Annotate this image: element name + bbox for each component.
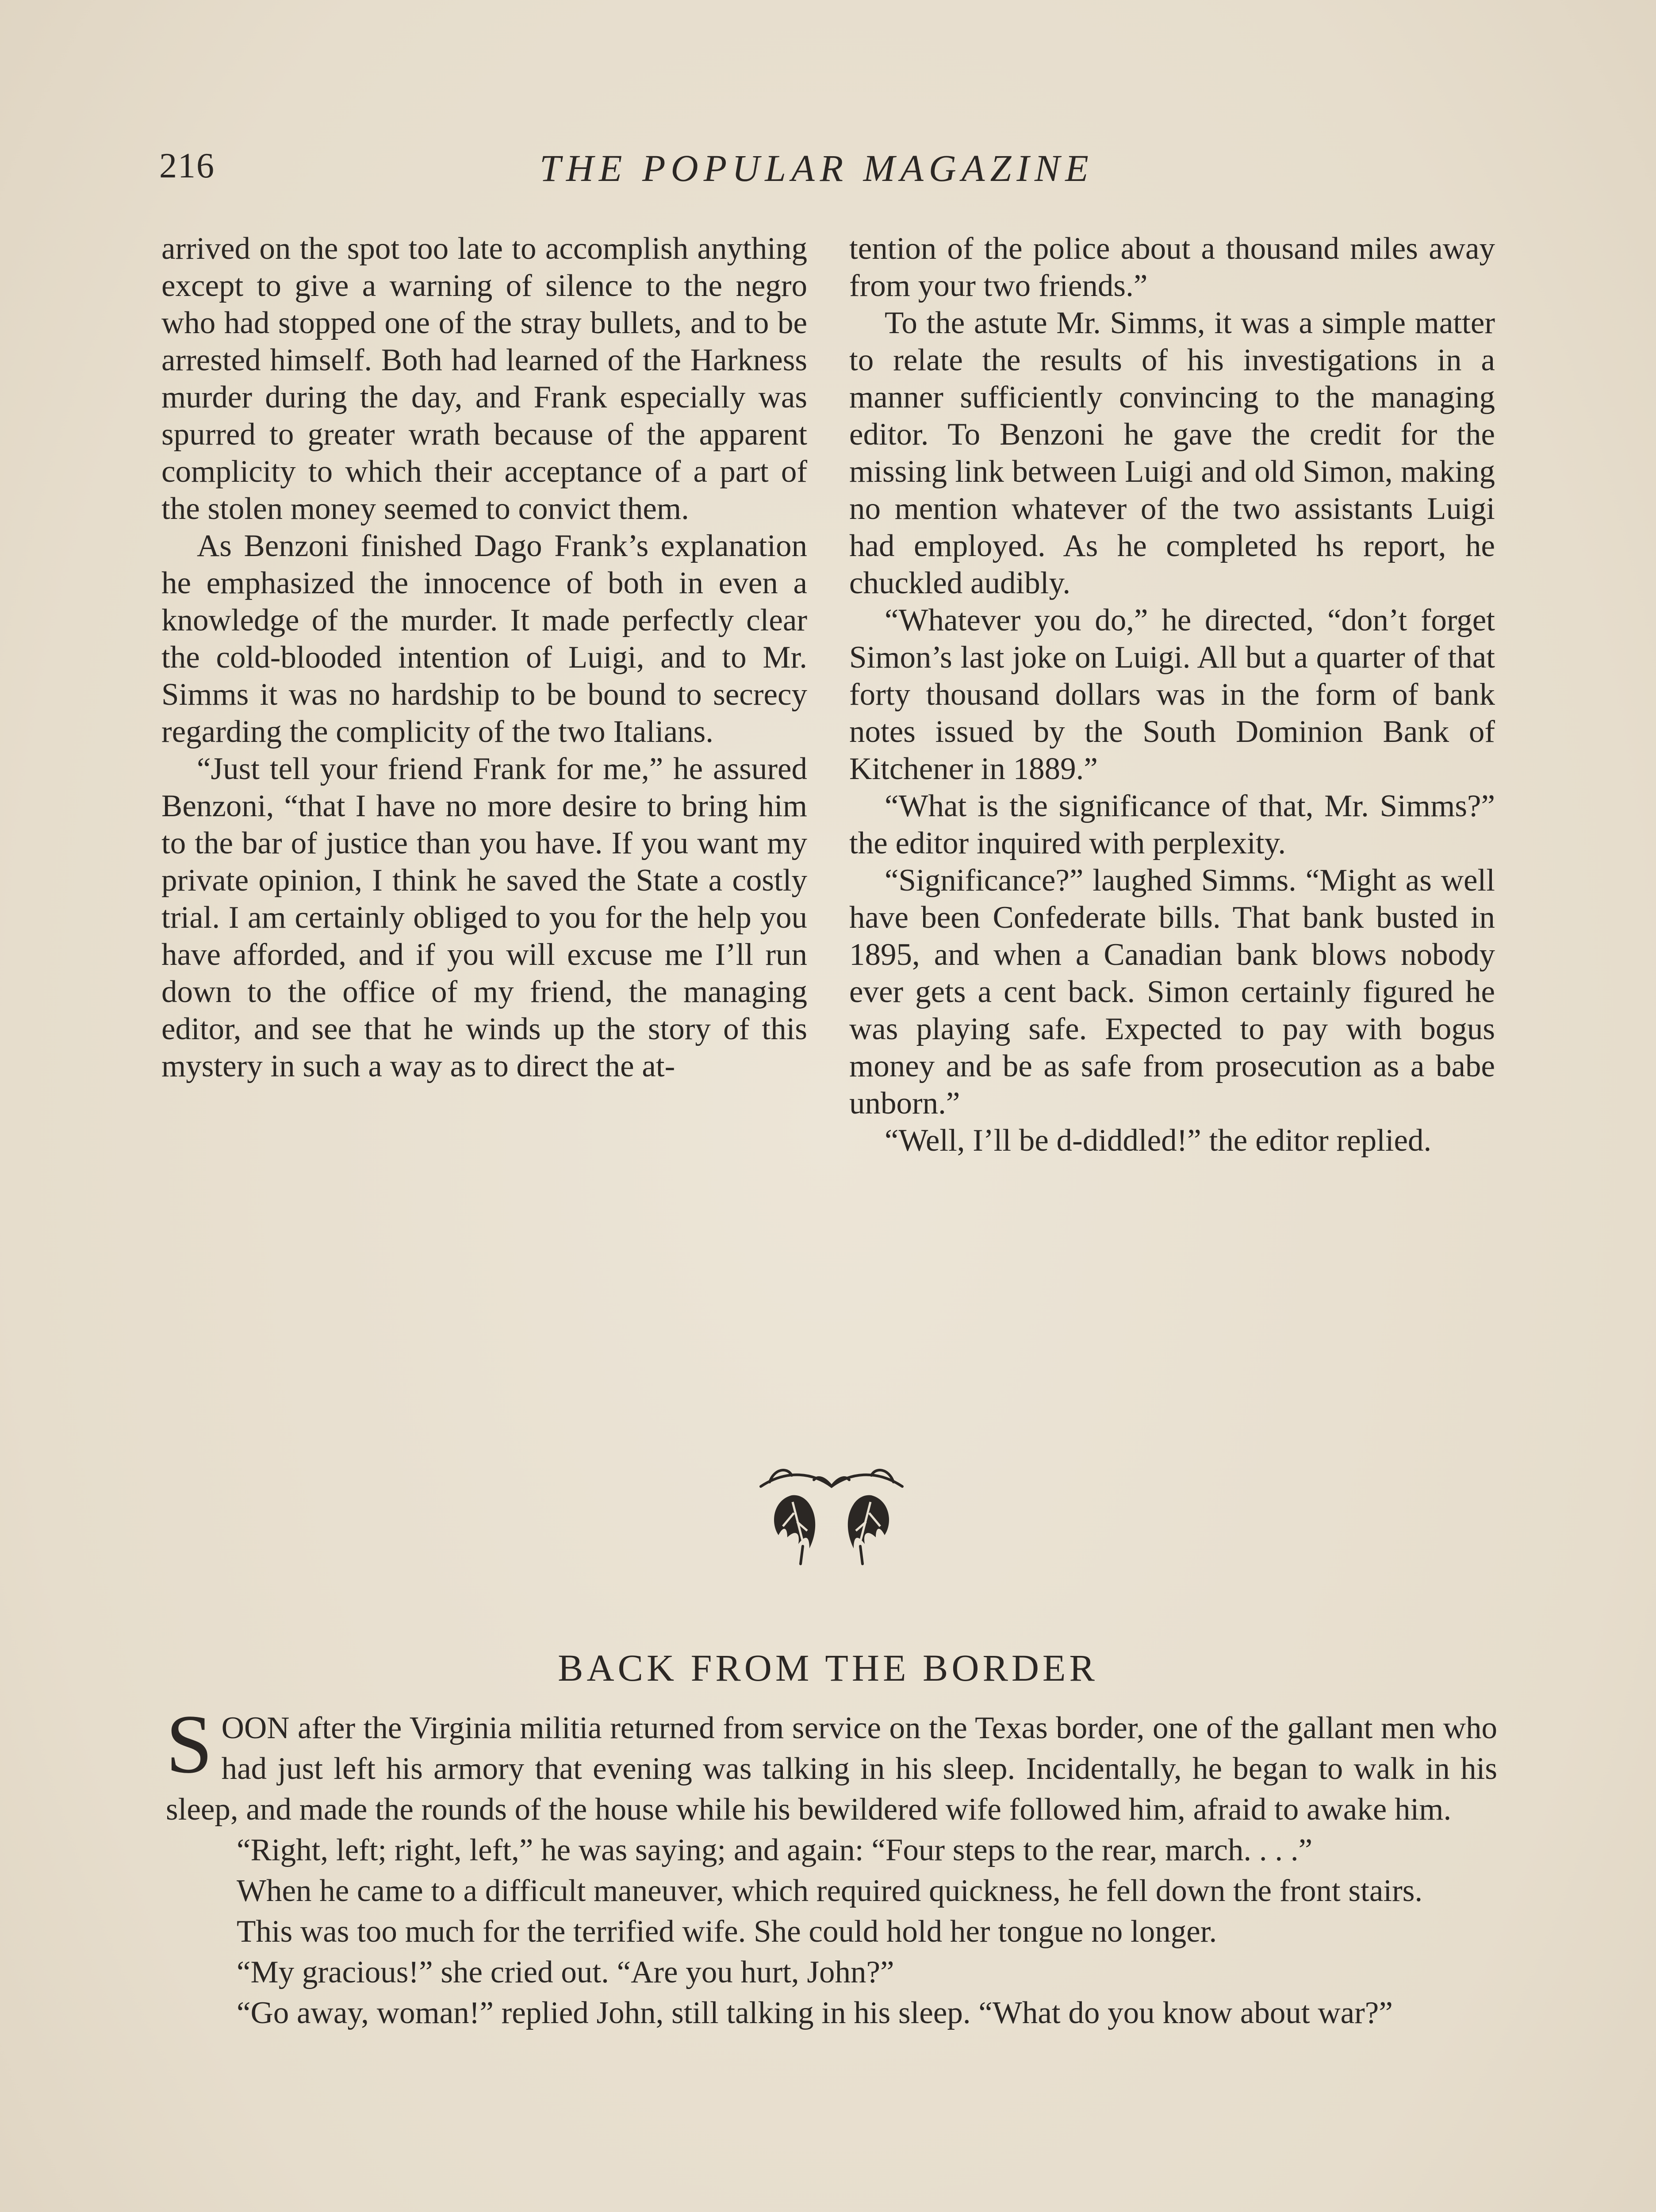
paragraph: “Just tell your friend Frank for me,” he assured Benzoni, “that I have no more desire to bring him to the bar of justice than you have. If you want my private opinion, I think he saved the State a costly trial. I am certainly obliged to you for the help you have afforded, and if you will excuse me I’ll run down to the office of my friend, the managing editor, and see that he winds up the story of this mystery in such a way as to direct the at- <box>161 752 807 1083</box>
paragraph: To the astute Mr. Simms, it was a simple matter to relate the results of his investigations in a manner sufficiently convincing to the managing editor. To Benzoni he gave the credit for the missing link between Luigi and old Simon, making no mention whatever of the two assistants Luigi had employed. As he completed hs report, he chuckled audibly. <box>849 306 1495 600</box>
paragraph: As Benzoni finished Dago Frank’s explanation he emphasized the innocence of both in even a knowledge of the murder. It made perfectly clear the cold-blooded intention of Luigi, and to Mr. Simms it was no hardship to be bound to secrecy regarding the complicity of the two Italians. <box>161 529 807 749</box>
story-first-paragraph <box>166 1698 1497 1830</box>
left-text-column <box>161 230 807 1085</box>
drop-cap: S <box>166 1698 213 1791</box>
paragraph: “Well, I’ll be d-diddled!” the editor replied. <box>885 1123 1432 1158</box>
story-body <box>166 1698 1497 2033</box>
magazine-title: THE POPULAR MAGAZINE <box>540 147 1094 189</box>
paragraph: “Right, left; right, left,” he was saying; and again: “Four steps to the rear, march. . . .” <box>237 1833 1313 1867</box>
paragraph: “What is the significance of that, Mr. Simms?” the editor inquired with perplexity. <box>849 789 1495 860</box>
paragraph: tention of the police about a thousand miles away from your two friends.” <box>849 231 1495 303</box>
paragraph: This was too much for the terrified wife. She could hold her tongue no longer. <box>237 1914 1217 1949</box>
paragraph: “Go away, woman!” replied John, still talking in his sleep. “What do you know about war?” <box>237 1996 1393 2030</box>
ivy-leaf-ornament-icon <box>743 1460 920 1575</box>
right-text-column <box>849 230 1495 1159</box>
paragraph-text: OON after the Virginia militia returned from service on the Texas border, one of the gallant men who had just left his armory that evening was talking in his sleep. Incidentally, he began to walk in his sleep, and made the rounds of the house while his bewildered wife followed him, afraid to awake him. <box>166 1711 1497 1827</box>
paragraph: arrived on the spot too late to accomplish anything except to give a warning of silence to the negro who had stopped one of the stray bullets, and to be arrested himself. Both had learned of the Harkness murder during the day, and Frank especially was spurred to greater wrath because of the apparent complicity to which their acceptance of a part of the stolen money seemed to convict them. <box>161 231 807 526</box>
page-number: 216 <box>159 146 215 185</box>
paragraph: When he came to a difficult maneuver, which required quickness, he fell down the front stairs. <box>237 1874 1423 1908</box>
paragraph: “My gracious!” she cried out. “Are you hurt, John?” <box>237 1955 894 1989</box>
running-head <box>159 146 1499 199</box>
paragraph: “Whatever you do,” he directed, “don’t forget Simon’s last joke on Luigi. All but a quarter of that forty thousand dollars was in the form of bank notes issued by the South Dominion Bank of Kitchener in 1889.” <box>849 603 1495 786</box>
paragraph: “Significance?” laughed Simms. “Might as well have been Confederate bills. That bank busted in 1895, and when a Canadian bank blows nobody ever gets a cent back. Simon certainly figured he was playing safe. Expected to pay with bogus money and be as safe from prosecution as a babe unborn.” <box>849 863 1495 1121</box>
story-title: BACK FROM THE BORDER <box>558 1647 1098 1689</box>
